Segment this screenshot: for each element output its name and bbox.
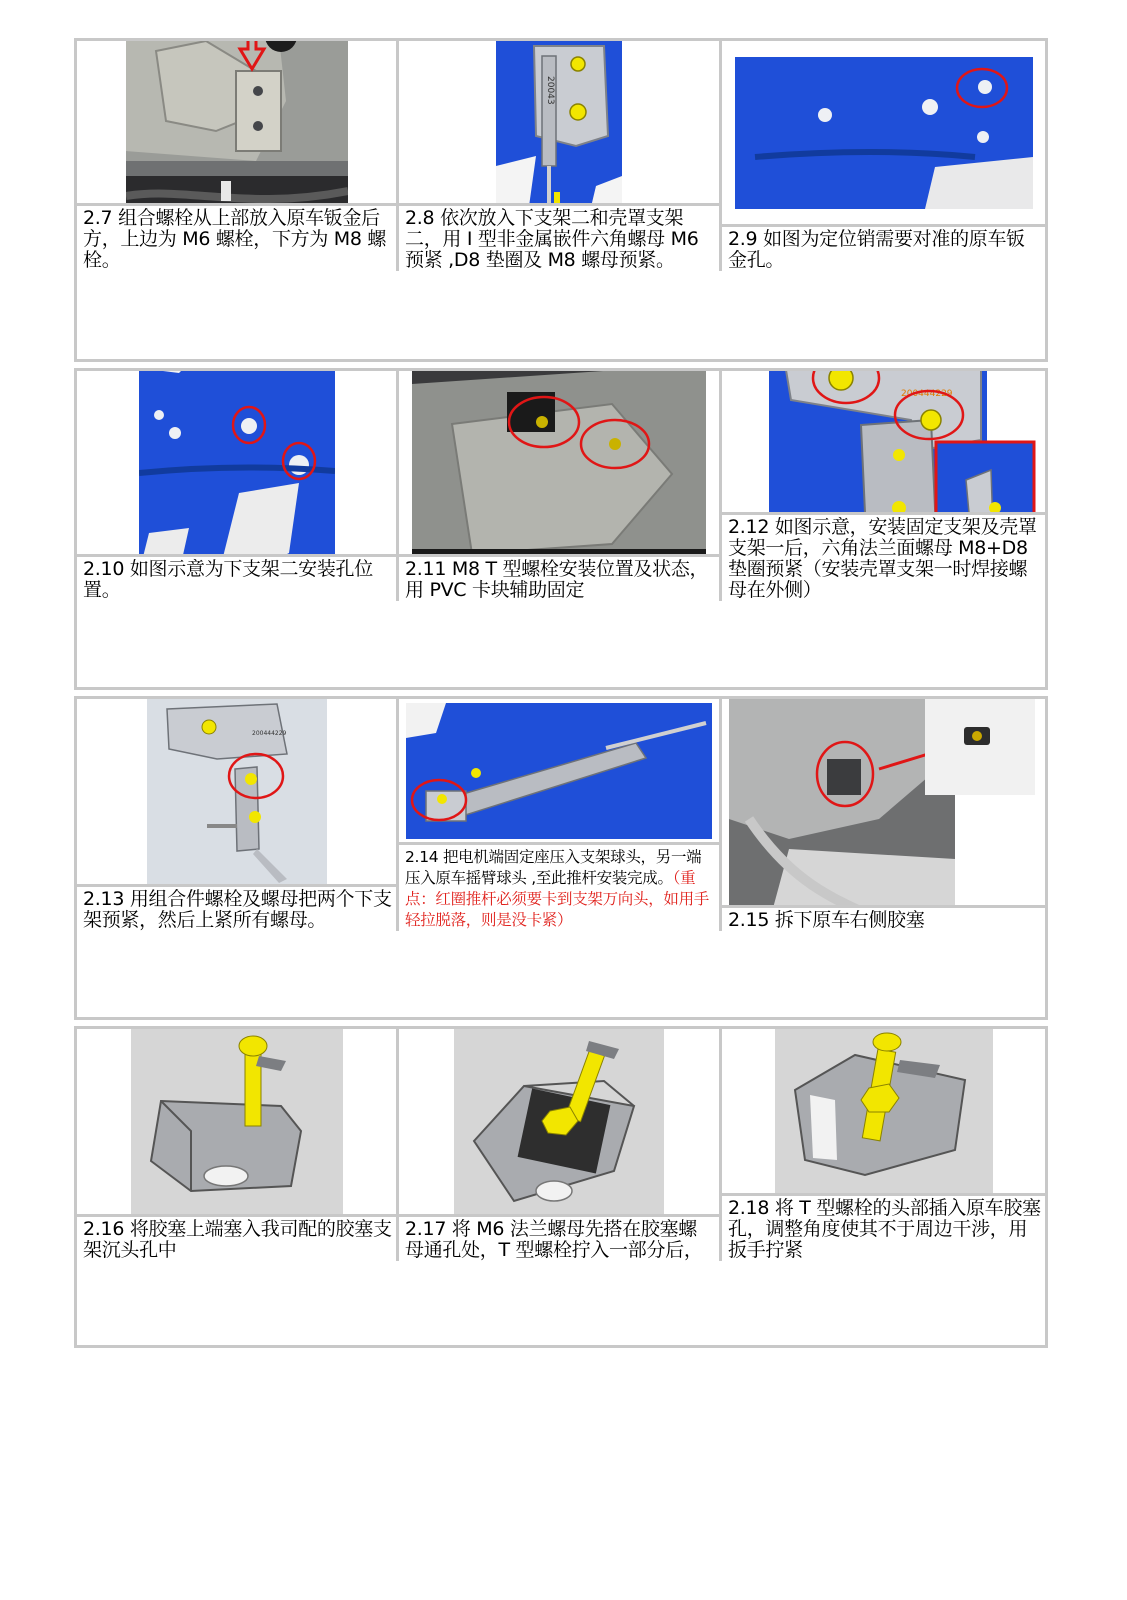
step-image-2-8: [399, 41, 719, 206]
important-note: （重点：红圈推杆必须要卡到支架万向头，如用手轻拉脱落，则是没卡紧）: [405, 869, 710, 929]
step-number: 2.11: [405, 558, 447, 580]
step-image-2-14: [399, 699, 719, 845]
step-number: 2.13: [83, 888, 125, 910]
step-image-2-12: [722, 371, 1045, 515]
step-description: M8 T 型螺栓安装位置及状态，用 PVC 卡块辅助固定: [405, 558, 709, 601]
push-rod-render: [406, 703, 712, 839]
step-cell-2-7: [77, 41, 399, 271]
step-description: 把电机端固定座压入支架球头，另一端压入原车摇臂球头 ,至此推杆安装完成。: [405, 848, 702, 887]
step-text-2-9: [722, 227, 1045, 271]
step-image-2-10: [77, 371, 396, 557]
step-image-2-17: [399, 1029, 719, 1217]
step-cell-2-16: [77, 1029, 399, 1261]
step-number: 2.15: [728, 909, 770, 931]
step-description: 如图示意，安装固定支架及壳罩支架一后，六角法兰面螺母 M8+D8 垫圈预紧（安装壳罩支架一时焊接螺母在外侧）: [728, 516, 1037, 601]
step-image-2-7: [77, 41, 396, 206]
step-description: 将 M6 法兰螺母先搭在胶塞螺母通孔处，T 型螺栓拧入一部分后，: [405, 1218, 703, 1261]
step-number: 2.18: [728, 1197, 770, 1219]
housing-bracket-render: [731, 371, 1037, 515]
part-number-label: 200444229: [251, 729, 286, 737]
step-description: 依次放入下支架二和壳罩支架二，用 I 型非金属嵌件六角螺母 M6 预紧 ,D8 垫圈及 M8 螺母预紧。: [405, 207, 699, 271]
step-number: 2.7: [83, 207, 113, 229]
step-cell-2-17: [399, 1029, 722, 1261]
step-number: 2.10: [83, 558, 125, 580]
step-number: 2.14: [405, 848, 439, 866]
step-text-2-13: [77, 887, 396, 931]
step-image-2-9: [722, 41, 1045, 227]
step-text-2-11: [399, 557, 719, 601]
step-row-2: [74, 368, 1048, 690]
step-description: 组合螺栓从上部放入原车钣金后方，上边为 M6 螺栓，下方为 M8 螺栓。: [83, 207, 387, 271]
flange-nut-render: [454, 1029, 664, 1217]
step-text-2-15: [722, 908, 1045, 931]
step-text-2-17: [399, 1217, 719, 1261]
part-number-label: 20043: [545, 76, 555, 105]
step-number: 2.12: [728, 516, 770, 538]
step-cell-2-15: [722, 699, 1045, 931]
step-description: 如图为定位销需要对准的原车钣金孔。: [728, 228, 1025, 271]
step-cell-2-14: [399, 699, 722, 931]
mount-holes-render: [139, 371, 335, 557]
step-description: 如图示意为下支架二安装孔位置。: [83, 558, 373, 601]
t-bolt-install-photo: [412, 371, 706, 557]
bracket-cad-render: [496, 41, 622, 206]
step-description: 将 T 型螺栓的头部插入原车胶塞孔，调整角度使其不于周边干涉，用扳手拧紧: [728, 1197, 1041, 1261]
step-cell-2-9: [722, 41, 1045, 271]
step-cell-2-18: [722, 1029, 1045, 1261]
step-image-2-16: [77, 1029, 396, 1217]
step-text-2-7: [77, 206, 396, 271]
step-image-2-11: [399, 371, 719, 557]
step-cell-2-12: [722, 371, 1045, 601]
step-description: 用组合件螺栓及螺母把两个下支架预紧，然后上紧所有螺母。: [83, 888, 392, 931]
step-text-2-10: [77, 557, 396, 601]
step-cell-2-11: [399, 371, 722, 601]
step-cell-2-10: [77, 371, 399, 601]
step-description: 将胶塞上端塞入我司配的胶塞支架沉头孔中: [83, 1218, 392, 1261]
step-row-1: [74, 38, 1048, 362]
step-description: 拆下原车右侧胶塞: [774, 909, 925, 931]
step-row-3: [74, 696, 1048, 1020]
step-image-2-13: [77, 699, 396, 887]
step-cell-2-8: [399, 41, 722, 271]
step-number: 2.16: [83, 1218, 125, 1240]
step-text-2-8: [399, 206, 719, 271]
step-number: 2.9: [728, 228, 758, 250]
rubber-plug-photo: [729, 699, 1039, 908]
part-number-label: 200444229: [900, 388, 953, 399]
step-text-2-14: [399, 845, 719, 931]
step-image-2-18: [722, 1029, 1045, 1196]
t-bolt-tightened-render: [775, 1029, 993, 1196]
step-image-2-15: [722, 699, 1045, 908]
step-text-2-18: [722, 1196, 1045, 1261]
plug-bracket-render: [131, 1029, 343, 1217]
lower-brackets-render: [147, 699, 327, 885]
step-row-4: [74, 1026, 1048, 1348]
step-number: 2.8: [405, 207, 435, 229]
body-panel-holes-render: [735, 57, 1033, 209]
step-cell-2-13: [77, 699, 399, 931]
sheet-metal-photo: [126, 41, 348, 206]
step-number: 2.17: [405, 1218, 447, 1240]
step-text-2-12: [722, 515, 1045, 601]
step-text-2-16: [77, 1217, 396, 1261]
